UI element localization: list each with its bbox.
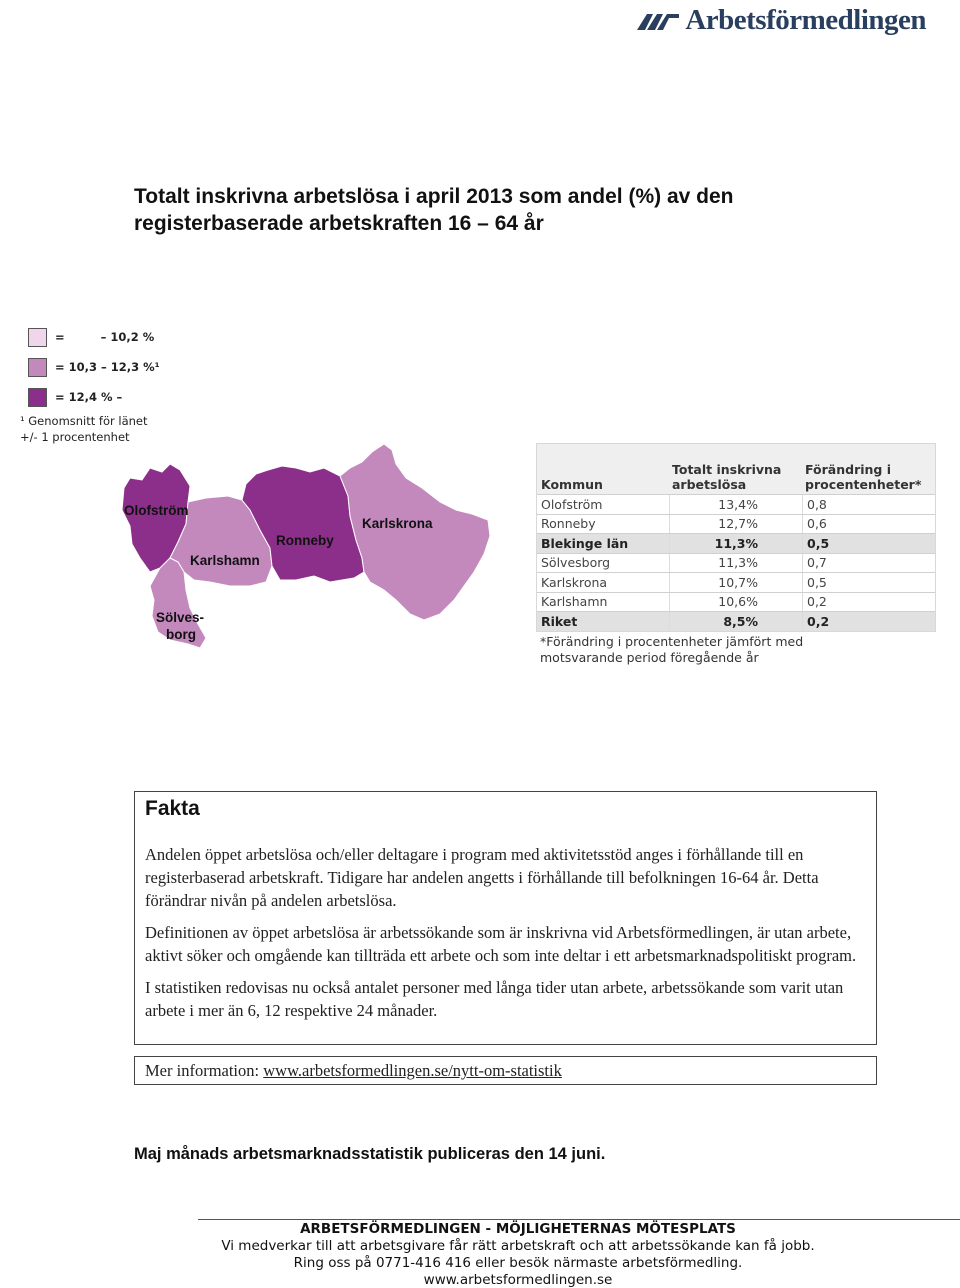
- cell-kommun: Sölvesborg: [537, 554, 670, 573]
- map-label-karlskrona: Karlskrona: [362, 516, 433, 531]
- arbetsformedlingen-logo: [635, 4, 926, 37]
- header-forandring: [803, 462, 935, 492]
- fakta-title: Fakta: [145, 797, 200, 820]
- cell-totalt: 8,5%: [670, 612, 803, 631]
- map-label-karlshamn: Karlshamn: [190, 553, 260, 568]
- table-row: [537, 553, 935, 573]
- legend-note-line1: ¹ Genomsnitt för länet: [20, 414, 148, 428]
- table-footnote-line2: motsvarande period föregående år: [540, 650, 759, 665]
- legend-label-high: = 12,4 % –: [55, 390, 123, 404]
- cell-kommun: Karlshamn: [537, 593, 670, 612]
- more-info-label: Mer information:: [145, 1061, 264, 1080]
- legend-label-low: = – 10,2 %: [55, 330, 155, 344]
- legend-swatch-mid: [28, 358, 47, 377]
- footer-title: ARBETSFÖRMEDLINGEN - MÖJLIGHETERNAS MÖTESPLATS: [300, 1221, 736, 1237]
- table-row-highlight: [537, 533, 935, 553]
- blekinge-map: [110, 440, 500, 655]
- header-totalt-line2: arbetslösa: [672, 477, 747, 492]
- cell-forandring: 0,6: [807, 516, 827, 532]
- cell-totalt: 10,7%: [670, 573, 803, 592]
- footer-line-2: Ring oss på 0771-416 416 eller besök närmaste arbetsförmedling.: [293, 1255, 743, 1271]
- legend-item-low: [28, 322, 160, 352]
- page-title: Totalt inskrivna arbetslösa i april 2013 som andel (%) av den registerbaserade arbetskraften 16 – 64 år: [134, 185, 734, 235]
- unemployment-table: [536, 443, 936, 632]
- cell-forandring: 0,7: [807, 555, 827, 571]
- more-info-box: [134, 1056, 877, 1085]
- cell-forandring: 0,2: [807, 613, 830, 629]
- legend-item-mid: [28, 352, 160, 382]
- header-forandring-line1: Förändring i: [805, 462, 891, 477]
- legend-item-high: [28, 382, 160, 412]
- footer: [0, 1221, 960, 1288]
- cell-totalt: 11,3%: [670, 534, 803, 553]
- header-totalt: [670, 462, 803, 492]
- footer-line-1: Vi medverkar till att arbetsgivare får rätt arbetskraft och att arbetssökande kan få jobb.: [221, 1238, 815, 1254]
- table-row: [537, 572, 935, 592]
- map-label-olofstrom: Olofström: [124, 503, 189, 518]
- fakta-paragraph-2: Definitionen av öppet arbetslösa är arbetssökande som är inskrivna vid Arbetsförmedlingen, är utan arbete, aktivt söker och omgående kan tillträda ett arbete och som inte deltar i ett arbetsmarknadspolitiskt program.: [145, 923, 857, 965]
- table-header: [537, 444, 935, 494]
- cell-totalt: 12,7%: [670, 515, 803, 534]
- cell-totalt: 13,4%: [670, 495, 803, 514]
- table-row: [537, 514, 935, 534]
- cell-kommun: Olofström: [537, 495, 670, 514]
- cell-forandring: 0,2: [807, 594, 827, 610]
- header-kommun: Kommun: [541, 477, 603, 492]
- cell-kommun: Ronneby: [537, 515, 670, 534]
- footer-website[interactable]: www.arbetsformedlingen.se: [423, 1272, 613, 1288]
- map-legend: [28, 322, 160, 412]
- cell-kommun: Blekinge län: [537, 534, 670, 553]
- map-label-ronneby: Ronneby: [276, 533, 334, 548]
- fakta-box: [134, 791, 877, 1045]
- logo-text: Arbetsförmedlingen: [685, 4, 926, 36]
- cell-forandring: 0,8: [807, 496, 827, 512]
- table-row-highlight: [537, 611, 935, 631]
- more-info-link[interactable]: www.arbetsformedlingen.se/nytt-om-statistik: [263, 1061, 562, 1080]
- table-row: [537, 494, 935, 514]
- header-forandring-line2: procentenheter*: [805, 477, 922, 492]
- legend-label-mid: = 10,3 – 12,3 %¹: [55, 360, 160, 374]
- table-row: [537, 592, 935, 612]
- table-footnote-line1: *Förändring i procentenheter jämfört med: [540, 634, 804, 649]
- cell-forandring: 0,5: [807, 535, 830, 551]
- legend-note-line2: +/- 1 procentenhet: [20, 430, 130, 444]
- legend-swatch-high: [28, 388, 47, 407]
- arbetsformedlingen-logo-icon: [635, 10, 681, 32]
- fakta-paragraph-1: Andelen öppet arbetslösa och/eller deltagare i program med aktivitetsstöd anges i förhållande till en registerbaserad arbetskraft. Tidigare har andelen angetts i förhållande till befolkningen 16-64 år. Detta förändrar nivån på andelen arbetslösa.: [145, 845, 819, 910]
- cell-kommun: Riket: [537, 612, 670, 631]
- publication-announcement: Maj månads arbetsmarknadsstatistik publiceras den 14 juni.: [134, 1145, 606, 1163]
- footer-divider: [198, 1219, 960, 1220]
- fakta-paragraph-3: I statistiken redovisas nu också antalet personer med långa tider utan arbete, arbetssökande som varit utan arbete i mer än 6, 12 respektive 24 månader.: [145, 978, 844, 1020]
- map-label-solvesborg-1: Sölves-: [156, 610, 205, 625]
- cell-totalt: 11,3%: [670, 554, 803, 573]
- map-label-solvesborg-2: borg: [166, 627, 196, 642]
- cell-totalt: 10,6%: [670, 593, 803, 612]
- region-karlskrona: [340, 444, 490, 620]
- cell-kommun: Karlskrona: [537, 573, 670, 592]
- legend-swatch-low: [28, 328, 47, 347]
- table-footnote: [540, 634, 940, 666]
- header-totalt-line1: Totalt inskrivna: [672, 462, 782, 477]
- cell-forandring: 0,5: [807, 574, 827, 590]
